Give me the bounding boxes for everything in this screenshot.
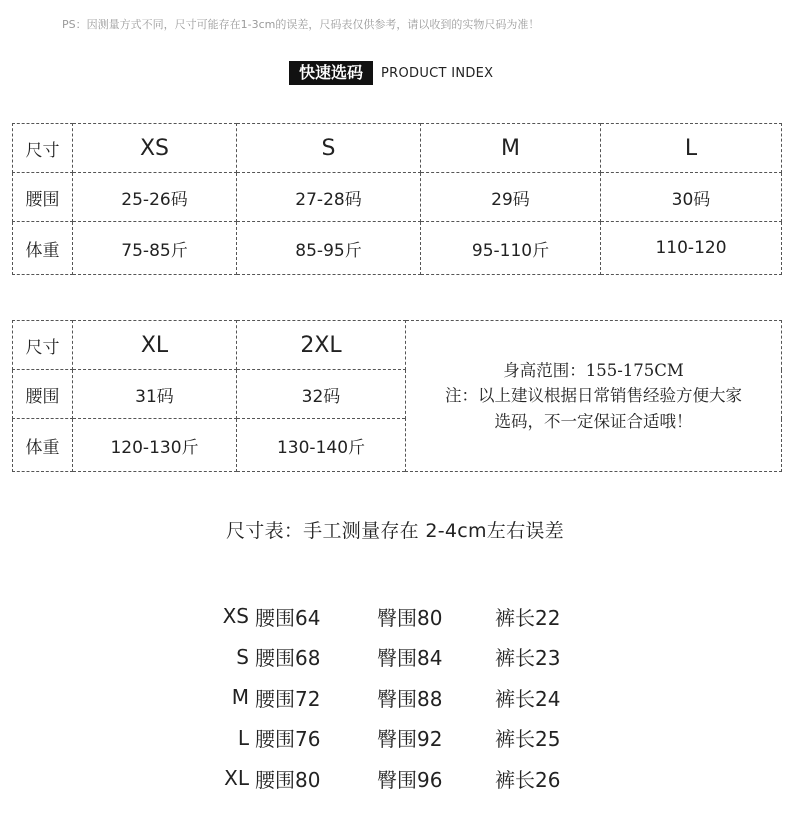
list-item	[216, 637, 595, 678]
weight-2xl: 130-140斤	[237, 419, 406, 472]
measurement-size: S	[236, 644, 249, 669]
measurement-waist: 腰围76	[255, 727, 321, 752]
list-item	[216, 677, 595, 718]
measurement-size: XL	[224, 766, 249, 791]
recommendation-note	[406, 321, 782, 472]
weight-xs: 75-85斤	[73, 222, 237, 275]
size-header-m: M	[421, 124, 601, 173]
table-row-size	[13, 124, 782, 173]
title-subtitle: PRODUCT INDEX	[381, 65, 494, 81]
measurement-title: 尺寸表：手工测量存在 2-4cm左右误差	[225, 520, 565, 542]
row-label-size: 尺寸	[13, 124, 73, 173]
measurement-size: L	[237, 725, 249, 750]
weight-s: 85-95斤	[237, 222, 421, 275]
height-range: 身高范围：155-175CM	[503, 360, 684, 380]
weight-l: 110-120	[601, 222, 782, 275]
measurement-length: 裤长26	[495, 767, 561, 792]
size-table-2	[12, 320, 782, 472]
size-header-l: L	[601, 124, 782, 173]
table-row-size	[13, 321, 782, 370]
measurement-waist: 腰围80	[255, 767, 321, 792]
measurement-waist: 腰围64	[255, 605, 321, 630]
measurement-length: 裤长24	[495, 686, 561, 711]
ps-note: PS：因测量方式不同，尺寸可能存在1-3cm的误差，尺码表仅供参考，请以收到的实物尺码为准！	[62, 18, 540, 31]
size-header-xs: XS	[73, 124, 237, 173]
row-label-waist: 腰围	[13, 173, 73, 222]
list-item	[216, 596, 595, 637]
waist-s: 27-28码	[237, 173, 421, 222]
row-label-weight: 体重	[13, 419, 73, 472]
row-label-weight: 体重	[13, 222, 73, 275]
size-table-1	[12, 123, 782, 275]
measurement-hip: 臀围92	[377, 727, 443, 752]
note-line-1: 注：以上建议根据日常销售经验方便大家	[445, 386, 742, 406]
size-header-2xl: 2XL	[237, 321, 406, 370]
waist-xl: 31码	[73, 370, 237, 419]
waist-2xl: 32码	[237, 370, 406, 419]
size-header-xl: XL	[73, 321, 237, 370]
measurement-size: M	[231, 685, 249, 710]
title-badge: 快速选码	[289, 61, 373, 85]
waist-m: 29码	[421, 173, 601, 222]
measurement-list	[216, 596, 595, 799]
measurement-waist: 腰围68	[255, 646, 321, 671]
note-line-2: 选码，不一定保证合适哦！	[494, 411, 693, 431]
row-label-waist: 腰围	[13, 370, 73, 419]
weight-xl: 120-130斤	[73, 419, 237, 472]
row-label-size: 尺寸	[13, 321, 73, 370]
list-item	[216, 758, 595, 799]
measurement-size: XS	[222, 604, 249, 629]
measurement-hip: 臀围96	[377, 767, 443, 792]
measurement-waist: 腰围72	[255, 686, 321, 711]
waist-l: 30码	[601, 173, 782, 222]
measurement-length: 裤长23	[495, 646, 561, 671]
table-row-weight	[13, 222, 782, 275]
product-index-heading	[289, 61, 493, 85]
size-header-s: S	[237, 124, 421, 173]
measurement-length: 裤长22	[495, 605, 561, 630]
measurement-length: 裤长25	[495, 727, 561, 752]
list-item	[216, 718, 595, 759]
measurement-hip: 臀围84	[377, 646, 443, 671]
weight-m: 95-110斤	[421, 222, 601, 275]
table-row-waist	[13, 173, 782, 222]
measurement-hip: 臀围88	[377, 686, 443, 711]
measurement-hip: 臀围80	[377, 605, 443, 630]
waist-xs: 25-26码	[73, 173, 237, 222]
